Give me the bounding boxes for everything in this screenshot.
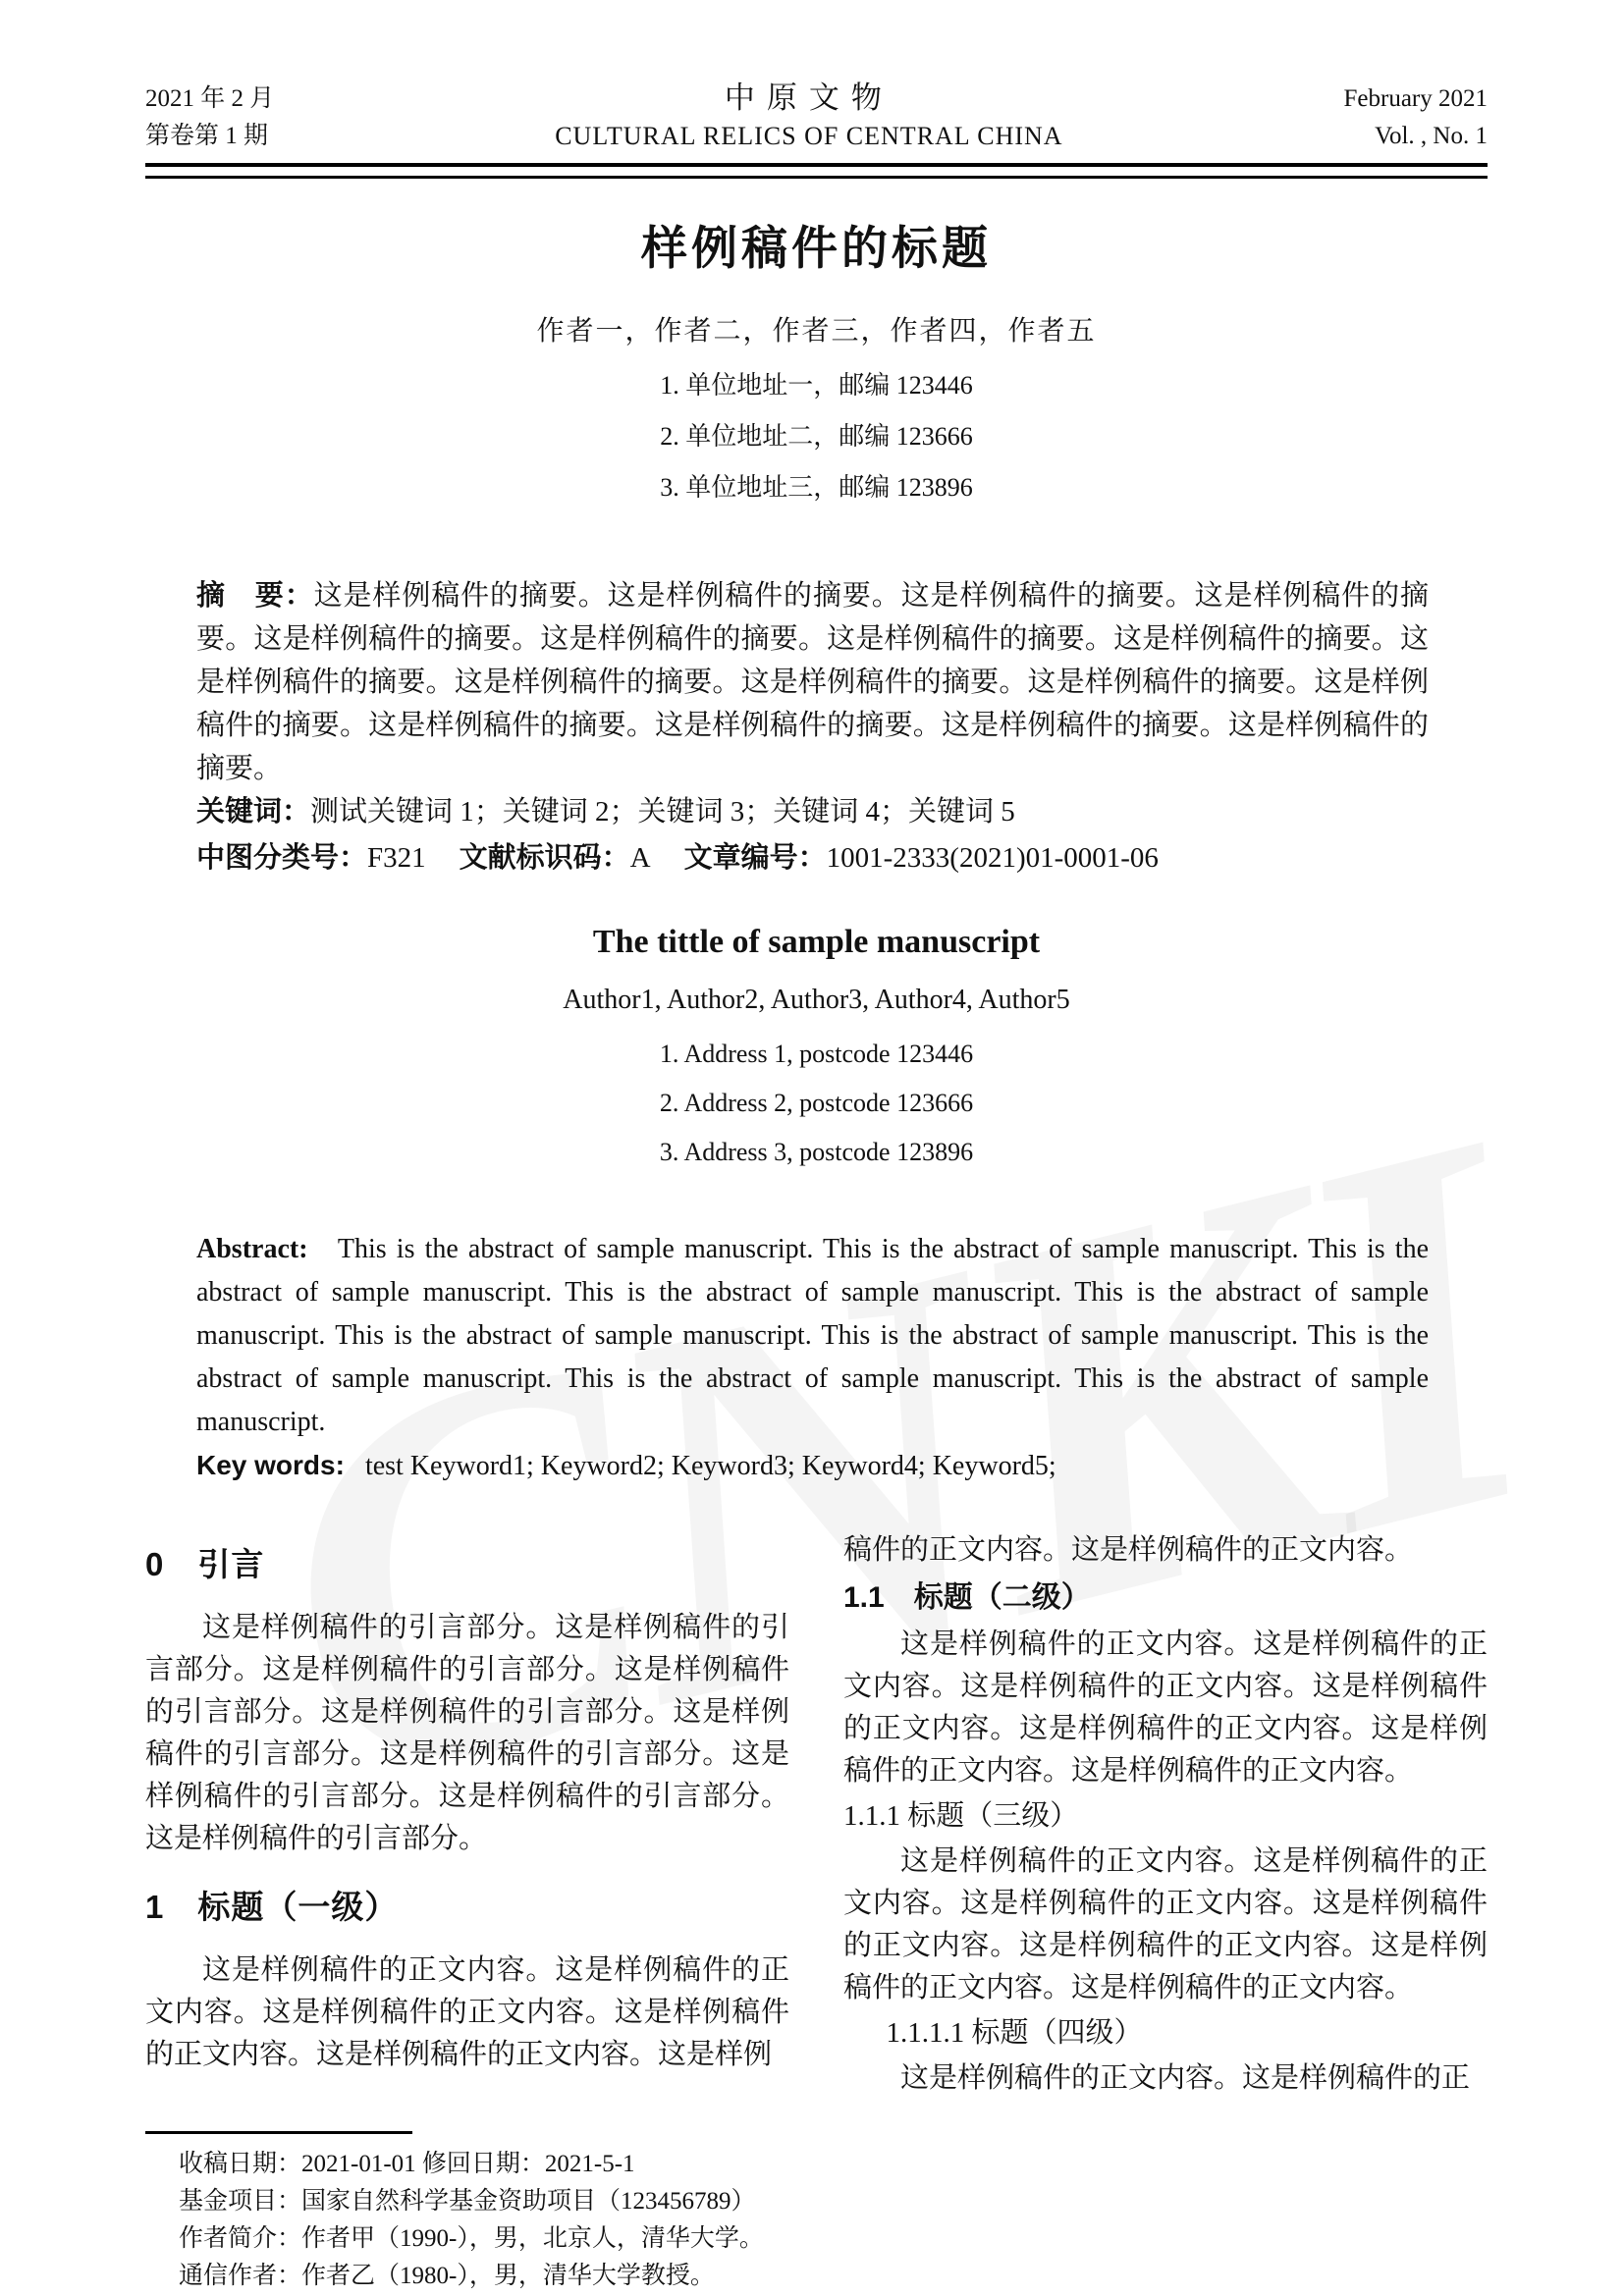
- affiliations-cn: [145, 360, 1488, 513]
- clc-value: F321: [367, 842, 426, 874]
- section1-paragraph-continuation: 稿件的正文内容。这是样例稿件的正文内容。: [843, 1534, 1414, 1566]
- heading-introduction: 0 引言: [145, 1546, 265, 1582]
- heading-level-2: 1.1 标题（二级）: [843, 1581, 1091, 1614]
- heading-level-1: 1 标题（一级）: [145, 1889, 399, 1925]
- running-head-right: [1344, 80, 1489, 155]
- keywords-label-cn: 关键词：: [196, 796, 311, 828]
- section111-paragraph: 这是样例稿件的正文内容。这是样例稿件的正文内容。这是样例稿件的正文内容。这是样例稿件的正文内容。这是样例稿件的正文内容。这是样例稿件的正文内容。这是样例稿件的正文内容。: [843, 1845, 1488, 2003]
- article-title-cn: 样例稿件的标题: [641, 222, 992, 274]
- heading-level-3: 1.1.1 标题（三级）: [843, 1800, 1079, 1832]
- keywords-line-en: [196, 1444, 1429, 1488]
- section11-paragraph: 这是样例稿件的正文内容。这是样例稿件的正文内容。这是样例稿件的正文内容。这是样例稿件的正文内容。这是样例稿件的正文内容。这是样例稿件的正文内容。这是样例稿件的正文内容。: [843, 1629, 1488, 1787]
- abstract-label-cn: 摘 要：: [196, 580, 314, 612]
- issue-date-cn: 2021 年 2 月: [145, 85, 275, 112]
- journal-name-en: CULTURAL RELICS OF CENTRAL CHINA: [555, 122, 1063, 150]
- footnote-corresponding-author: 通信作者：作者乙（1980-），男，清华大学教授。: [179, 2263, 715, 2289]
- footnote-rule: [145, 2131, 412, 2134]
- issue-date-en: February 2021: [1343, 85, 1488, 112]
- classification-line: [196, 835, 1429, 881]
- affiliations-en: [145, 1030, 1488, 1177]
- section1111-paragraph: 这是样例稿件的正文内容。这是样例稿件的正: [900, 2062, 1471, 2094]
- volume-issue-cn: 第卷第 1 期: [145, 123, 269, 149]
- affiliation-en: 3. Address 3, postcode 123896: [659, 1138, 974, 1166]
- clc-label: 中图分类号：: [196, 842, 368, 874]
- journal-name-cn: 中原文物: [724, 80, 893, 115]
- keywords-text-en: test Keyword1; Keyword2; Keyword3; Keyword4; Keyword5;: [364, 1451, 1056, 1481]
- keywords-line-cn: [196, 790, 1429, 833]
- running-head-left: [145, 80, 274, 155]
- introduction-paragraph: 这是样例稿件的引言部分。这是样例稿件的引言部分。这是样例稿件的引言部分。这是样例稿件的引言部分。这是样例稿件的引言部分。这是样例稿件的引言部分。这是样例稿件的引言部分。这是样例稿件的引言部分。这是样例稿件的引言部分。这是样例稿件的引言部分。: [145, 1612, 789, 1854]
- journal-running-head: [145, 79, 1488, 155]
- section1-paragraph: 这是样例稿件的正文内容。这是样例稿件的正文内容。这是样例稿件的正文内容。这是样例稿件的正文内容。这是样例稿件的正文内容。这是样例: [145, 1954, 789, 2070]
- affiliation-cn: 2. 单位地址二，邮编 123666: [660, 422, 973, 451]
- keywords-label-en: Key words:: [196, 1450, 345, 1480]
- article-no-label: 文章编号：: [683, 842, 827, 874]
- doc-code-value: A: [629, 842, 651, 874]
- affiliation-en: 2. Address 2, postcode 123666: [659, 1089, 974, 1117]
- footnote-fund-project: 基金项目：国家自然科学基金资助项目（123456789）: [179, 2188, 756, 2215]
- abstract-label-en: Abstract:: [196, 1234, 308, 1264]
- keywords-text-cn: 测试关键词 1；关键词 2；关键词 3；关键词 4；关键词 5: [310, 796, 1015, 828]
- volume-issue-en: Vol. , No. 1: [1375, 123, 1488, 149]
- doc-code-label: 文献标识码：: [459, 842, 630, 874]
- body-columns: [145, 1529, 1488, 2295]
- affiliation-en: 1. Address 1, postcode 123446: [659, 1040, 974, 1068]
- abstract-en: [196, 1228, 1429, 1444]
- affiliation-cn: 3. 单位地址三，邮编 123896: [660, 473, 973, 502]
- footnote-block: [145, 2131, 789, 2295]
- article-title-en: The tittle of sample manuscript: [592, 924, 1041, 960]
- right-column: [843, 1529, 1488, 2295]
- article-no-value: 1001-2333(2021)01-0001-06: [826, 842, 1159, 874]
- left-column: [145, 1529, 789, 2295]
- footnote-received-date: 收稿日期：2021-01-01 修回日期：2021-5-1: [179, 2151, 635, 2177]
- footnote-lines: [145, 2146, 789, 2295]
- heading-level-4: 1.1.1.1 标题（四级）: [886, 2017, 1143, 2049]
- authors-cn: 作者一，作者二，作者三，作者四，作者五: [536, 316, 1097, 347]
- abstract-text-en: This is the abstract of sample manuscript. This is the abstract of sample manuscript. This is the abstract of sample manuscript. This is the abstract of sample manuscript. This is the abstract of sample manuscript. This is the abstract of sample manuscript. This is the abstract of sample manuscript. This is the abstract of sample manuscript. This is the abstract of sample manuscript. This is the abstract of sample manuscript.: [196, 1234, 1429, 1437]
- header-double-rule: [145, 163, 1488, 179]
- footnote-author-bio: 作者简介：作者甲（1990-），男，北京人，清华大学。: [179, 2225, 764, 2252]
- running-head-center: [274, 79, 1343, 155]
- authors-en: Author1, Author2, Author3, Author4, Author5: [563, 985, 1070, 1015]
- affiliation-cn: 1. 单位地址一，邮编 123446: [660, 371, 973, 400]
- abstract-text-cn: 这是样例稿件的摘要。这是样例稿件的摘要。这是样例稿件的摘要。这是样例稿件的摘要。这是样例稿件的摘要。这是样例稿件的摘要。这是样例稿件的摘要。这是样例稿件的摘要。这是样例稿件的摘要。这是样例稿件的摘要。这是样例稿件的摘要。这是样例稿件的摘要。这是样例稿件的摘要。这是样例稿件的摘要。这是样例稿件的摘要。这是样例稿件的摘要。这是样例稿件的摘要。: [196, 580, 1429, 784]
- abstract-cn: [196, 574, 1429, 790]
